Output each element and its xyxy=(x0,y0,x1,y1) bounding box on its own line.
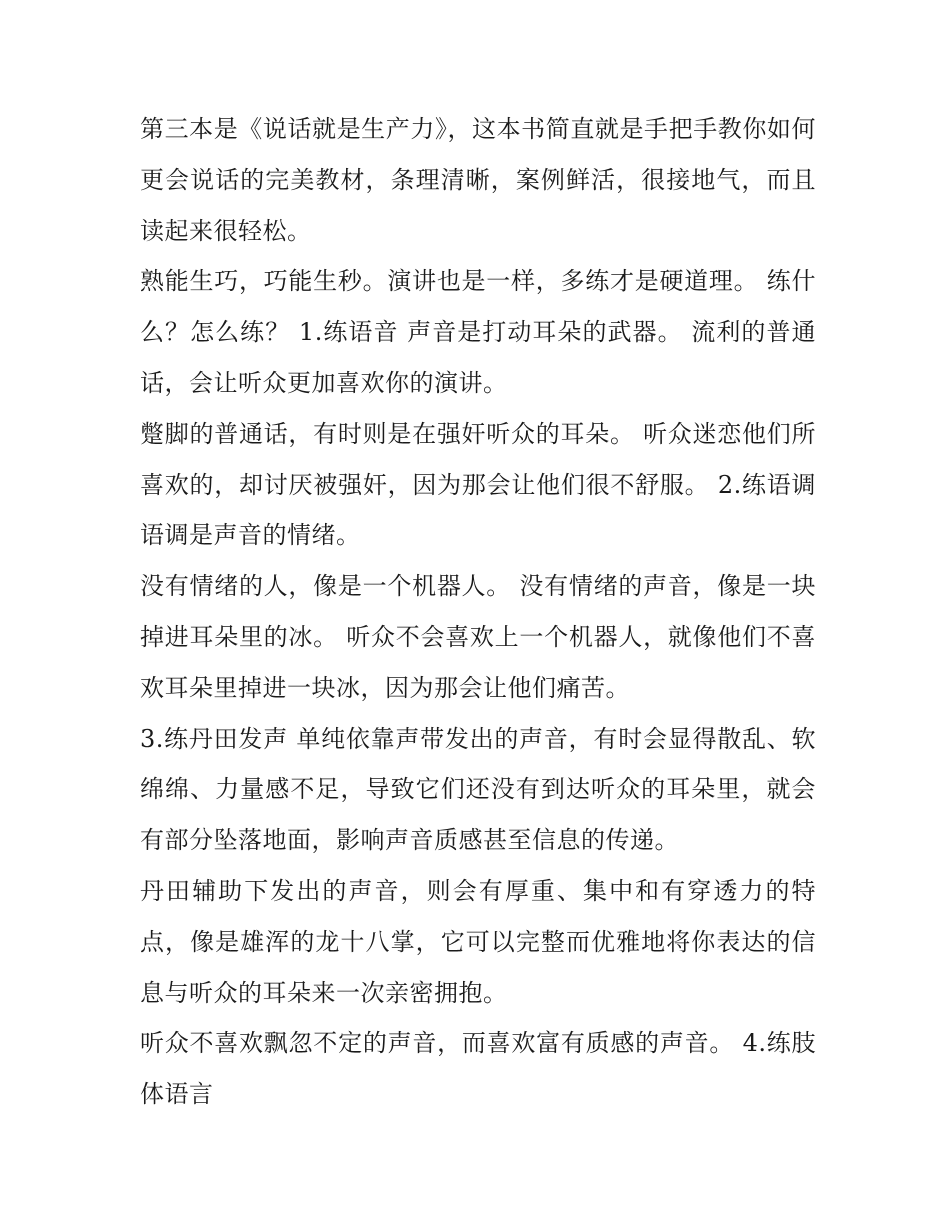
paragraph: 丹田辅助下发出的声音，则会有厚重、集中和有穿透力的特点，像是雄浑的龙十八掌，它可以完整而优雅地将你表达的信息与听众的耳朵来一次亲密拥抱。 xyxy=(140,876,816,1007)
document-body xyxy=(140,104,816,1120)
paragraph: 第三本是《说话就是生产力》，这本书简直就是手把手教你如何更会说话的完美教材，条理清晰，案例鲜活，很接地气，而且读起来很轻松。 xyxy=(140,115,816,245)
paragraph: 熟能生巧，巧能生秒。演讲也是一样，多练才是硬道理。 练什么？怎么练？ 1.练语音 声音是打动耳朵的武器。 流利的普通话，会让听众更加喜欢你的演讲。 xyxy=(140,267,816,397)
paragraph: 没有情绪的人，像是一个机器人。 没有情绪的声音，像是一块掉进耳朵里的冰。 听众不会喜欢上一个机器人，就像他们不喜欢耳朵里掉进一块冰，因为那会让他们痛苦。 xyxy=(140,572,816,702)
paragraph: 3.练丹田发声 单纯依靠声带发出的声音，有时会显得散乱、软绵绵、力量感不足，导致它们还没有到达听众的耳朵里，就会有部分坠落地面，影响声音质感甚至信息的传递。 xyxy=(140,724,816,855)
paragraph: 蹩脚的普通话，有时则是在强奸听众的耳朵。 听众迷恋他们所喜欢的，却讨厌被强奸，因为那会让他们很不舒服。 2.练语调 语调是声音的情绪。 xyxy=(140,419,816,550)
paragraph: 听众不喜欢飘忽不定的声音，而喜欢富有质感的声音。 4.练肢体语言 xyxy=(140,1029,816,1109)
